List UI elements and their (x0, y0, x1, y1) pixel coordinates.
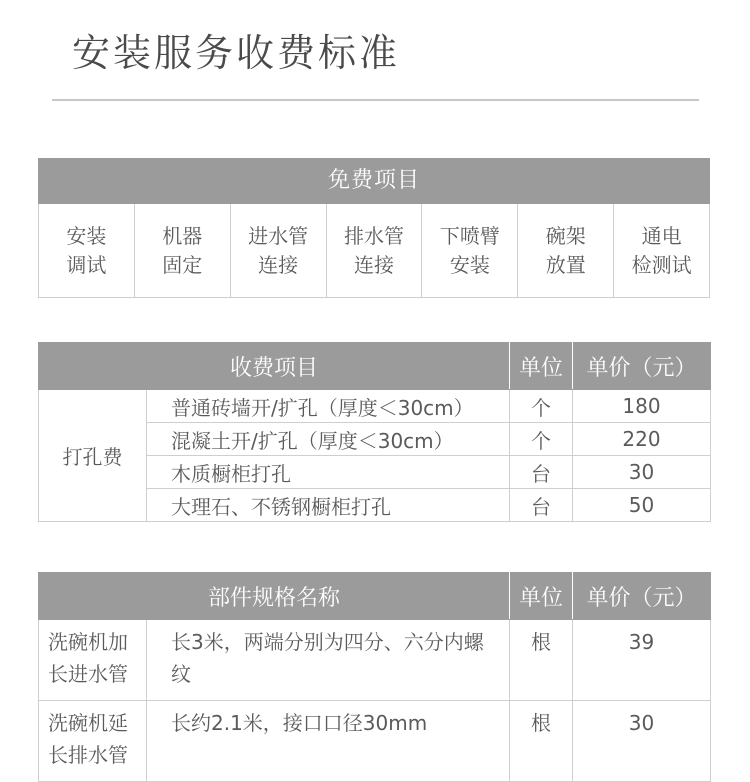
part-price: 39 (573, 620, 711, 701)
fee-price: 30 (573, 456, 711, 489)
free-items-header: 免费项目 (38, 158, 710, 204)
table-row (39, 390, 711, 423)
free-item-fixing (135, 204, 231, 297)
part-unit: 根 (510, 701, 573, 782)
fees-header-price: 单价（元） (573, 343, 711, 390)
free-item-line: 机器 (162, 223, 203, 248)
free-item-line: 碗架 (545, 223, 586, 248)
table-row (39, 620, 711, 701)
part-price: 30 (573, 701, 711, 782)
part-spec: 长约2.1米，接口口径30mm (147, 701, 510, 782)
fees-header-item: 收费项目 (39, 343, 510, 390)
free-item-power-test (614, 204, 709, 297)
fee-unit: 台 (510, 489, 573, 522)
free-items-table (38, 158, 710, 298)
fee-price: 220 (573, 423, 711, 456)
free-item-line: 放置 (545, 252, 586, 277)
free-item-line: 调试 (66, 252, 107, 277)
fee-name: 普通砖墙开/扩孔（厚度＜30cm） (147, 390, 510, 423)
free-item-line: 通电 (641, 223, 682, 248)
part-unit: 根 (510, 620, 573, 701)
title-divider (52, 99, 699, 101)
fee-name: 木质橱柜打孔 (147, 456, 510, 489)
parts-table (38, 572, 710, 782)
fee-unit: 个 (510, 390, 573, 423)
free-item-install (39, 204, 135, 297)
fees-category: 打孔费 (39, 390, 147, 522)
fee-price: 50 (573, 489, 711, 522)
free-item-drain (327, 204, 423, 297)
fee-name: 混凝土开/扩孔（厚度＜30cm） (147, 423, 510, 456)
fee-price: 180 (573, 390, 711, 423)
parts-header-price: 单价（元） (573, 573, 711, 620)
free-item-rack (518, 204, 614, 297)
free-item-line: 下喷臂 (439, 223, 500, 248)
free-item-line: 固定 (162, 252, 203, 277)
page-title: 安装服务收费标准 (72, 31, 401, 75)
part-name: 洗碗机延长排水管 (39, 701, 147, 782)
free-item-line: 检测试 (631, 252, 692, 277)
part-spec: 长3米，两端分别为四分、六分内螺纹 (147, 620, 510, 701)
fees-header-unit: 单位 (510, 343, 573, 390)
free-item-line: 进水管 (248, 223, 309, 248)
fees-table (38, 342, 710, 522)
fee-unit: 台 (510, 456, 573, 489)
free-item-line: 安装 (449, 252, 490, 277)
free-item-line: 排水管 (344, 223, 404, 248)
free-item-line: 连接 (258, 252, 299, 277)
free-item-spray-arm (422, 204, 518, 297)
free-item-line: 连接 (354, 252, 394, 277)
free-item-line: 安装 (66, 223, 107, 248)
fee-unit: 个 (510, 423, 573, 456)
parts-header-name: 部件规格名称 (39, 573, 510, 620)
fee-name: 大理石、不锈钢橱柜打孔 (147, 489, 510, 522)
free-item-inlet (231, 204, 327, 297)
part-name: 洗碗机加长进水管 (39, 620, 147, 701)
table-row (39, 701, 711, 782)
parts-header-unit: 单位 (510, 573, 573, 620)
